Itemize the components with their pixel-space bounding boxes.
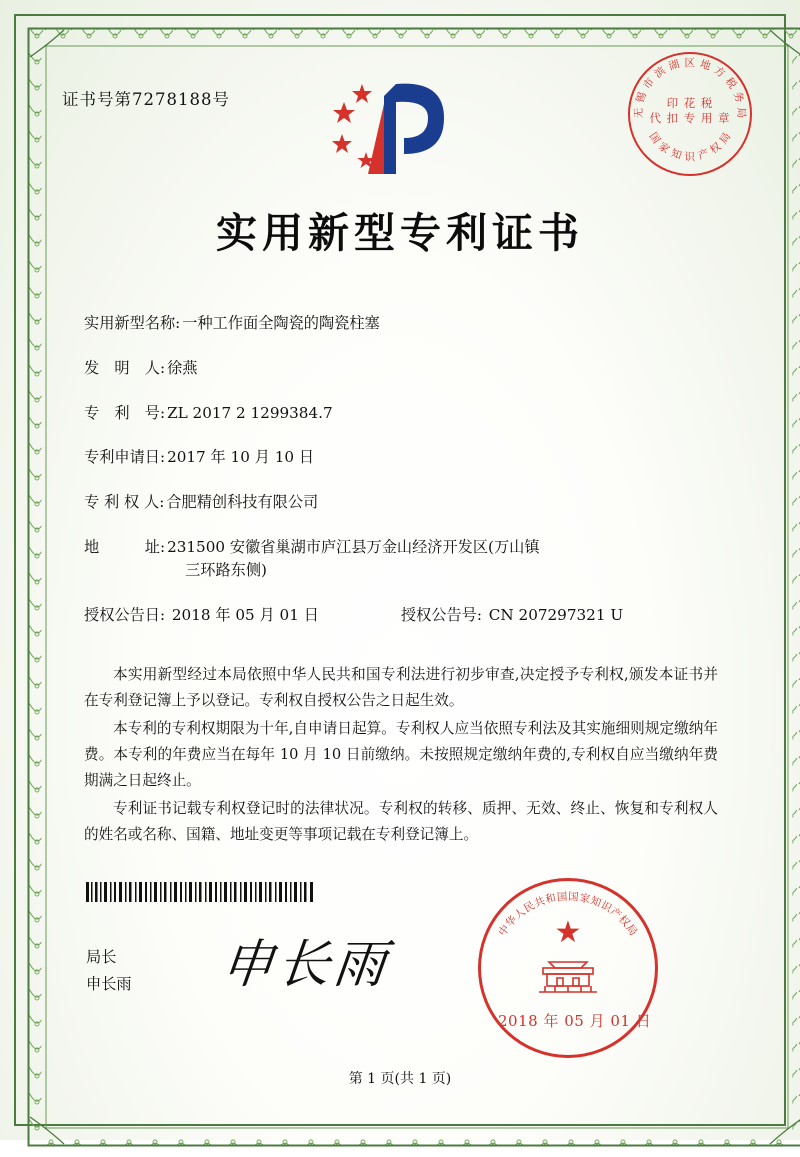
grant-date-value: 2018 年 05 月 01 日 — [172, 606, 319, 624]
field-list — [84, 312, 724, 636]
seal-date: 2018 年 05 月 01 日 — [498, 1010, 651, 1031]
paragraph-3: 专利证书记载专利权登记时的法律状况。专利权的转移、质押、无效、终止、恢复和专利权人的姓名或名称、国籍、地址变更等事项记载在专利登记簿上。 — [84, 796, 718, 848]
field-address — [84, 536, 724, 582]
field-inventor — [84, 357, 724, 380]
field-label: 专 利 权 人: — [84, 491, 164, 514]
page-title: 实用新型专利证书 — [0, 200, 800, 259]
seal-arc-bottom: 国 家 知 识 产 权 局 — [646, 130, 733, 163]
signature-labels — [86, 944, 132, 998]
seal-arc-top: 无 锡 市 滨 湖 区 地 方 税 务 局 — [633, 57, 747, 119]
director-role-label: 局长 — [86, 944, 132, 971]
field-label: 专 利 号: — [84, 402, 165, 425]
field-patent-number — [84, 402, 724, 425]
field-value: 徐燕 — [167, 357, 197, 380]
paragraph-2: 本专利的专利权期限为十年,自申请日起算。专利权人应当依照专利法及其实施细则规定缴纳年费。本专利的年费应当在每年 10 月 10 日前缴纳。未按照规定缴纳年费的,专利权自应当缴纳年费期满之日起终止。 — [84, 716, 718, 794]
field-label: 专利申请日: — [84, 446, 165, 469]
field-label: 实用新型名称: — [84, 312, 180, 335]
field-value: ZL 2017 2 1299384.7 — [167, 402, 333, 425]
grant-number-value: CN 207297321 U — [489, 606, 623, 624]
grant-date-group — [84, 604, 319, 627]
seal-line-2: 代 扣 专 用 章 — [628, 111, 752, 126]
seal-line-1: 印 花 税 — [628, 96, 752, 111]
legal-text-body — [84, 662, 718, 850]
grant-number-label: 授权公告号: — [401, 606, 482, 624]
paragraph-1: 本实用新型经过本局依照中华人民共和国专利法进行初步审查,决定授予专利权,颁发本证书并在专利登记簿上予以登记。专利权自授权公告之日起生效。 — [84, 662, 718, 714]
barcode — [86, 882, 314, 902]
national-office-seal — [478, 878, 658, 1058]
seal-main-arc: 中华人民共和国国家知识产权局 — [496, 891, 640, 938]
director-name-label: 申长雨 — [86, 971, 132, 998]
field-utility-model-name — [84, 312, 724, 335]
handwritten-signature: 申长雨 — [218, 922, 394, 997]
cnipa-logo — [326, 66, 476, 184]
tax-stamp-seal — [628, 52, 752, 176]
field-grant-row — [84, 604, 724, 627]
field-patentee — [84, 491, 724, 514]
star-icon: ★ — [555, 918, 582, 948]
page-footer: 第 1 页(共 1 页) — [0, 1068, 800, 1088]
field-application-date — [84, 446, 724, 469]
field-value: 合肥精创科技有限公司 — [166, 491, 318, 514]
address-line-2: 三环路东侧) — [185, 559, 539, 582]
field-label: 地 址: — [84, 536, 165, 559]
field-value — [167, 536, 539, 582]
field-value: 一种工作面全陶瓷的陶瓷柱塞 — [182, 312, 379, 335]
field-label: 发 明 人: — [84, 357, 165, 380]
certificate-number: 证书号第7278188号 — [62, 86, 230, 110]
seal-inner-text — [628, 96, 752, 126]
grant-date-label: 授权公告日: — [84, 606, 165, 624]
grant-number-group — [401, 604, 623, 627]
field-value: 2017 年 10 月 10 日 — [167, 446, 314, 469]
national-emblem-icon — [533, 948, 603, 996]
address-line-1: 231500 安徽省巢湖市庐江县万金山经济开发区(万山镇 — [167, 538, 539, 556]
